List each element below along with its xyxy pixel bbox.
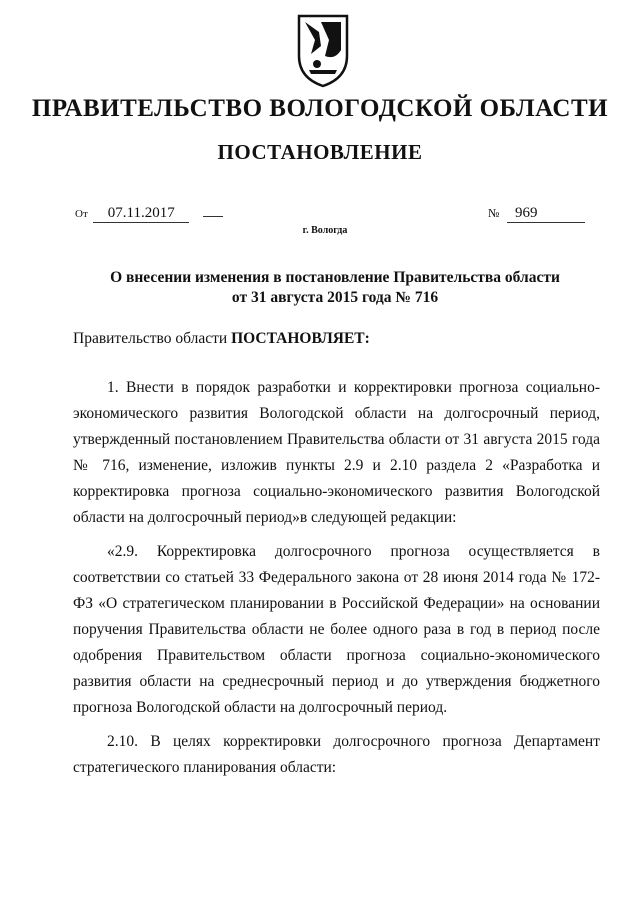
date-label: От: [75, 208, 88, 220]
preamble-decree-word: ПОСТАНОВЛЯЕТ:: [231, 330, 370, 347]
government-title: ПРАВИТЕЛЬСТВО ВОЛОГОДСКОЙ ОБЛАСТИ: [31, 95, 609, 122]
subject-line-2: от 31 августа 2015 года № 716: [231, 289, 439, 306]
number-label: №: [488, 206, 500, 220]
document-date: [75, 205, 223, 223]
document-body: [73, 375, 600, 789]
paragraph-1: 1. Внести в порядок разработки и корректировки прогноза социально-экономического развития Вологодской области на долгосрочный период, утвержденный постановлением Правительства области от 31 августа 2015 года № 716, изменение, изложив пункты 2.9 и 2.10 раздела 2 «Разработка и корректировка прогноза социально-экономического развития Вологодской области на долгосрочный период»в следующей редакции:: [73, 379, 600, 526]
document-number: [488, 205, 585, 223]
coat-of-arms-icon: [295, 10, 351, 88]
preamble-text: Правительство области: [73, 330, 232, 347]
paragraph-2-9: «2.9. Корректировка долгосрочного прогноза осуществляется в соответствии со статьей 33 Федерального закона от 28 июня 2014 года № 172-ФЗ «О стратегическом планировании в Российской Федерации» на основании поручения Правительства области не более одного раза в год в период после одобрения Правительством области прогноза социально-экономического развития области на среднесрочный период и до утверждения бюджетного прогноза Вологодской области на долгосрочный период.: [73, 543, 600, 716]
number-value: 969: [507, 205, 585, 223]
document-type: ПОСТАНОВЛЕНИЕ: [217, 140, 423, 164]
paragraph-2-10: 2.10. В целях корректировки долгосрочного прогноза Департамент стратегического планирования области:: [73, 733, 600, 776]
preamble: [73, 330, 370, 348]
date-underline: [203, 216, 223, 217]
document-subject: [70, 268, 600, 308]
city-label: г. Вологда: [302, 225, 348, 236]
subject-line-1: О внесении изменения в постановление Правительства области: [110, 269, 560, 286]
date-value: 07.11.2017: [93, 205, 189, 223]
